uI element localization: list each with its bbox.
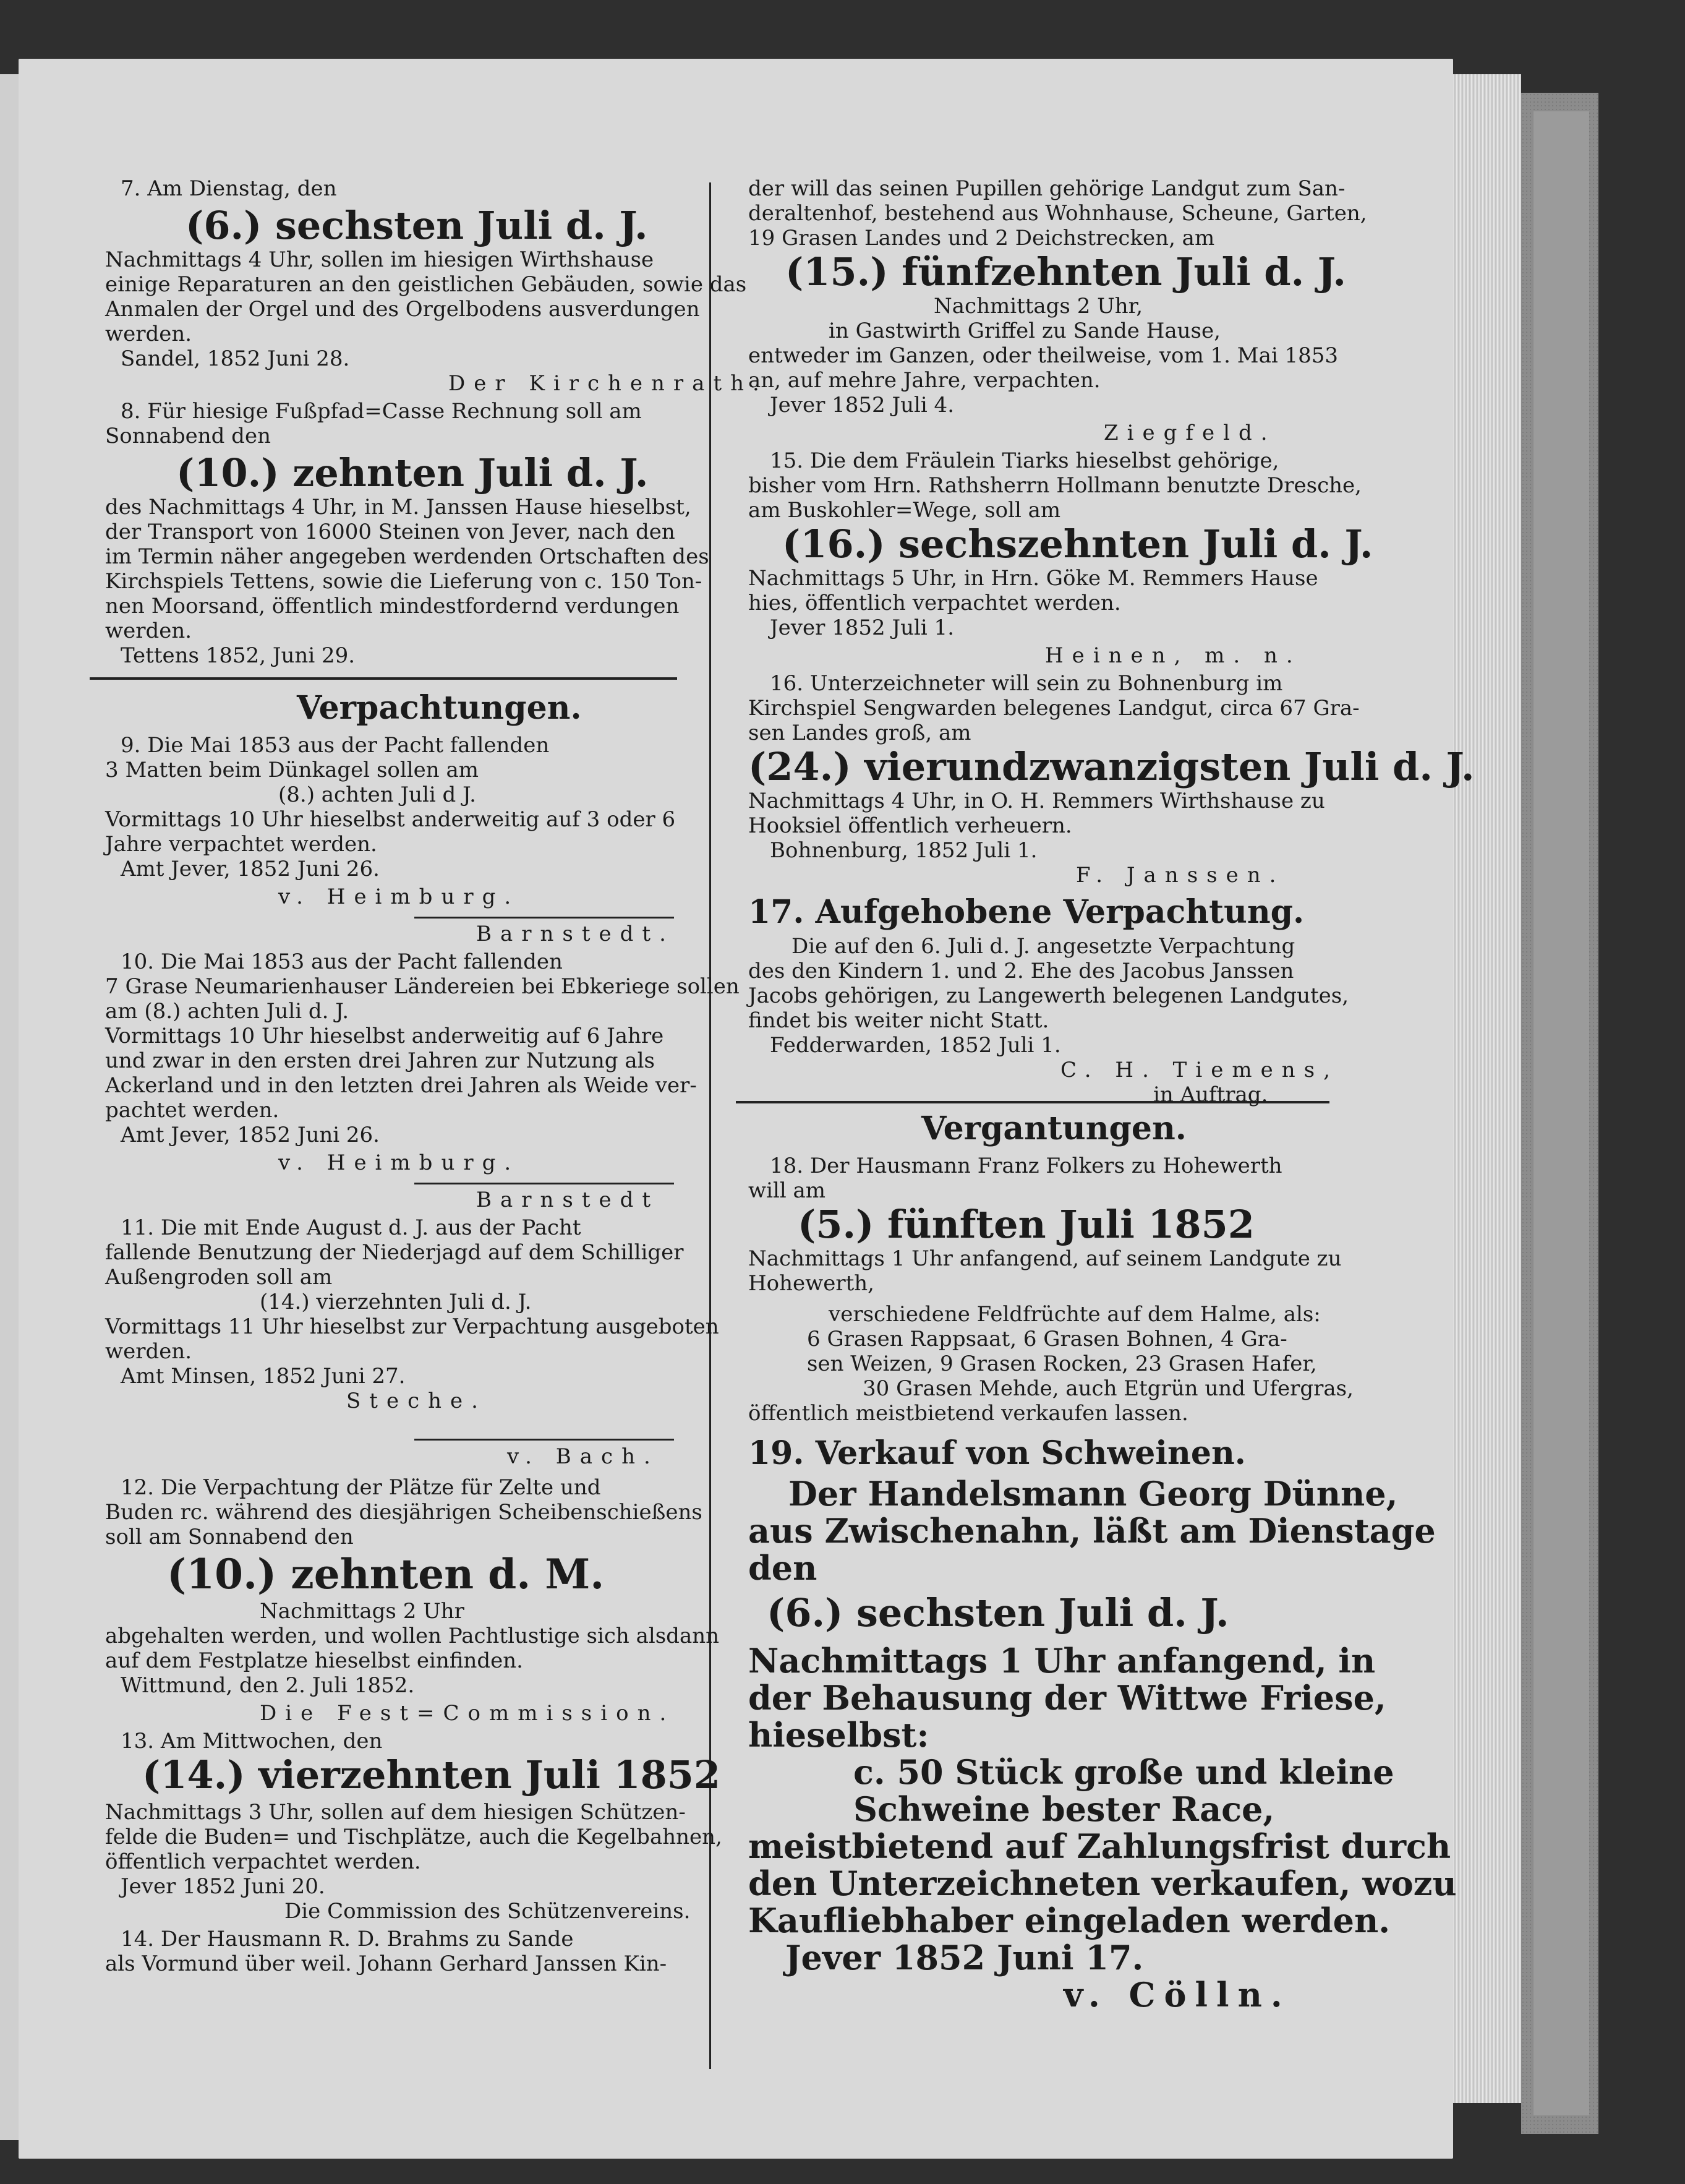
signature: Die Commission des Schützenvereins. xyxy=(284,1899,691,1924)
notice-13-intro: 13. Am Mittwochen, den xyxy=(121,1729,383,1754)
notice-18-intro: 18. Der Hausmann Franz Folkers zu Hohewerth xyxy=(770,1154,1282,1178)
text-line: 7 Grase Neumarienhauser Ländereien bei Ebkeriege sollen xyxy=(105,974,740,999)
text-line: will am xyxy=(748,1178,826,1203)
ad-line: aus Zwischenahn, läßt am Dienstage xyxy=(748,1511,1436,1551)
section-heading-verpachtungen: Verpachtungen. xyxy=(297,689,582,727)
ad-line: c. 50 Stück große und kleine xyxy=(853,1752,1394,1792)
text-line: Hohewerth, xyxy=(748,1271,874,1296)
place-date: Fedderwarden, 1852 Juli 1. xyxy=(770,1033,1061,1058)
ad-line: Kaufliebhaber eingeladen werden. xyxy=(748,1901,1391,1940)
text-line: deraltenhof, bestehend aus Wohnhause, Scheune, Garten, xyxy=(748,201,1367,226)
notice-12-intro: 12. Die Verpachtung der Plätze für Zelte und xyxy=(121,1475,601,1500)
notice-13-date: (14.) vierzehnten Juli 1852 xyxy=(142,1752,721,1797)
notice-14-intro: 14. Der Hausmann R. D. Brahms zu Sande xyxy=(121,1927,574,1951)
text-line: und zwar in den ersten drei Jahren zur Nutzung als xyxy=(105,1048,655,1073)
text-line: soll am Sonnabend den xyxy=(105,1525,354,1549)
text-line: Kirchspiels Tettens, sowie die Lieferung von c. 150 Ton- xyxy=(105,569,702,594)
place-date: Jever 1852 Juli 4. xyxy=(770,393,954,418)
notice-19-heading: 19. Verkauf von Schweinen. xyxy=(748,1434,1246,1472)
signature: Der Kirchenrath. xyxy=(448,371,768,396)
text-line: 3 Matten beim Dünkagel sollen am xyxy=(105,758,479,782)
text-line: Nachmittags 4 Uhr, in O. H. Remmers Wirthshause zu xyxy=(748,789,1325,813)
signature: v. Heimburg. xyxy=(278,1150,520,1175)
signature: Barnstedt xyxy=(476,1188,660,1212)
text-line: Nachmittags 2 Uhr, xyxy=(934,294,1143,319)
section-heading-vergantungen: Vergantungen. xyxy=(921,1110,1187,1147)
place-date: Tettens 1852, Juni 29. xyxy=(121,643,356,668)
text-line: Kirchspiel Sengwarden belegenes Landgut, circa 67 Gra- xyxy=(748,696,1360,721)
text-line: abgehalten werden, und wollen Pachtlustige sich alsdann xyxy=(105,1624,720,1648)
place-date: Jever 1852 Juni 20. xyxy=(121,1874,325,1899)
signature: Steche. xyxy=(346,1389,487,1413)
text-line: Jahre verpachtet werden. xyxy=(105,832,377,857)
place-date: Amt Jever, 1852 Juni 26. xyxy=(121,857,380,881)
text-line: Anmalen der Orgel und des Orgelbodens ausverdungen xyxy=(105,297,700,322)
text-line: Hooksiel öffentlich verheuern. xyxy=(748,813,1072,838)
ad-line: meistbietend auf Zahlungsfrist durch xyxy=(748,1826,1451,1866)
text-line: verschiedene Feldfrüchte auf dem Halme, als: xyxy=(829,1302,1321,1327)
signature: C. H. Tiemens, xyxy=(1060,1058,1339,1082)
notice-11-date: (14.) vierzehnten Juli d. J. xyxy=(260,1290,532,1314)
signature-rule xyxy=(414,1439,674,1441)
text-line: Vormittags 10 Uhr hieselbst anderweitig auf 6 Jahre xyxy=(105,1024,664,1048)
text-line: Nachmittags 4 Uhr, sollen im hiesigen Wirthshause xyxy=(105,247,654,272)
text-line: sen Landes groß, am xyxy=(748,721,971,745)
text-line: Nachmittags 3 Uhr, sollen auf dem hiesigen Schützen- xyxy=(105,1800,686,1825)
text-line: 19 Grasen Landes und 2 Deichstrecken, am xyxy=(748,226,1215,251)
text-line: der Transport von 16000 Steinen von Jever, nach den xyxy=(105,520,675,544)
text-line: öffentlich verpachtet werden. xyxy=(105,1849,421,1874)
text-line: der will das seinen Pupillen gehörige Landgut zum San- xyxy=(748,176,1346,201)
text-line: an, auf mehre Jahre, verpachten. xyxy=(748,368,1101,393)
text-line: Jacobs gehörigen, zu Langewerth belegenen Landgutes, xyxy=(748,983,1349,1008)
place-date: Bohnenburg, 1852 Juli 1. xyxy=(770,838,1038,863)
text-line: am (8.) achten Juli d. J. xyxy=(105,999,349,1024)
text-line: 6 Grasen Rappsaat, 6 Grasen Bohnen, 4 Gra- xyxy=(807,1327,1287,1351)
text-line: werden. xyxy=(105,1339,192,1364)
signature-rule xyxy=(414,1183,674,1184)
text-line: öffentlich meistbietend verkaufen lassen. xyxy=(748,1401,1188,1426)
text-line: im Termin näher angegeben werdenden Ortschaften des xyxy=(105,544,709,569)
text-line: findet bis weiter nicht Statt. xyxy=(748,1008,1049,1033)
text-line: Buden rc. während des diesjährigen Scheibenschießens xyxy=(105,1500,702,1525)
previous-page-edge xyxy=(0,74,20,2140)
notice-15-intro: 15. Die dem Fräulein Tiarks hieselbst gehörige, xyxy=(770,448,1279,473)
text-line: Vormittags 10 Uhr hieselbst anderweitig auf 3 oder 6 xyxy=(105,807,676,832)
notice-15-date: (16.) sechszehnten Juli d. J. xyxy=(782,521,1373,567)
notice-9-intro: 9. Die Mai 1853 aus der Pacht fallenden xyxy=(121,733,550,758)
signature: Ziegfeld. xyxy=(1104,421,1276,445)
signature: v. Heimburg. xyxy=(278,884,520,909)
signature: Die Fest=Commission. xyxy=(260,1701,675,1726)
notice-12-date: (10.) zehnten d. M. xyxy=(167,1550,605,1598)
notice-8-intro: 8. Für hiesige Fußpfad=Casse Rechnung soll am xyxy=(121,399,642,424)
text-line: bisher vom Hrn. Rathsherrn Hollmann benutzte Dresche, xyxy=(748,473,1362,498)
notice-7-date: (6.) sechsten Juli d. J. xyxy=(186,203,648,248)
ad-line: hieselbst: xyxy=(748,1715,929,1755)
ad-line: den xyxy=(748,1548,817,1588)
text-line: des Nachmittags 4 Uhr, in M. Janssen Hause hieselbst, xyxy=(105,495,691,520)
signature: in Auftrag. xyxy=(1153,1082,1268,1107)
place-date: Jever 1852 Juni 17. xyxy=(785,1938,1144,1977)
text-line: Sonnabend den xyxy=(105,424,271,448)
ad-line: der Behausung der Wittwe Friese, xyxy=(748,1678,1386,1718)
notice-16-intro: 16. Unterzeichneter will sein zu Bohnenburg im xyxy=(770,671,1283,696)
signature: v. Bach. xyxy=(507,1444,659,1469)
text-line: fallende Benutzung der Niederjagd auf dem Schilliger xyxy=(105,1240,684,1265)
notice-17-heading: 17. Aufgehobene Verpachtung. xyxy=(748,893,1305,931)
text-line: in Gastwirth Griffel zu Sande Hause, xyxy=(829,319,1221,343)
text-line: werden. xyxy=(105,322,192,346)
place-date: Sandel, 1852 Juni 28. xyxy=(121,346,350,371)
notice-14-date: (15.) fünfzehnten Juli d. J. xyxy=(785,249,1346,294)
section-rule xyxy=(90,677,677,680)
newspaper-page xyxy=(19,59,1475,2159)
notice-11-intro: 11. Die mit Ende August d. J. aus der Pacht xyxy=(121,1215,581,1240)
text-line: hies, öffentlich verpachtet werden. xyxy=(748,591,1121,615)
text-line: felde die Buden= und Tischplätze, auch die Kegelbahnen, xyxy=(105,1825,722,1849)
text-line: Ackerland und in den letzten drei Jahren als Weide ver- xyxy=(105,1073,697,1098)
text-line: nen Moorsand, öffentlich mindestfordernd verdungen xyxy=(105,594,680,619)
signature: v. Cölln. xyxy=(1064,1975,1291,2015)
notice-16-date: (24.) vierundzwanzigsten Juli d. J. xyxy=(748,744,1475,789)
notice-7-intro: 7. Am Dienstag, den xyxy=(121,176,337,201)
text-line: Vormittags 11 Uhr hieselbst zur Verpachtung ausgeboten xyxy=(105,1314,719,1339)
ad-line: Nachmittags 1 Uhr anfangend, in xyxy=(748,1641,1376,1681)
signature: Heinen, m. n. xyxy=(1045,643,1302,668)
place-date: Amt Jever, 1852 Juni 26. xyxy=(121,1123,380,1147)
text-line: Nachmittags 2 Uhr xyxy=(260,1599,464,1624)
ad-line: den Unterzeichneten verkaufen, wozu xyxy=(748,1864,1457,1903)
text-line: am Buskohler=Wege, soll am xyxy=(748,498,1061,523)
notice-8-date: (10.) zehnten Juli d. J. xyxy=(176,450,649,495)
notice-18-date: (5.) fünften Juli 1852 xyxy=(798,1202,1255,1247)
ad-line: Schweine bester Race, xyxy=(853,1789,1275,1829)
place-date: Amt Minsen, 1852 Juni 27. xyxy=(121,1364,406,1389)
text-line: einige Reparaturen an den geistlichen Gebäuden, sowie das xyxy=(105,272,747,297)
book-cover-spine xyxy=(1534,111,1589,2115)
signature-rule xyxy=(414,917,674,919)
text-line: auf dem Festplatze hieselbst einfinden. xyxy=(105,1648,523,1673)
text-line: des den Kindern 1. und 2. Ehe des Jacobus Janssen xyxy=(748,959,1294,983)
text-line: Außengroden soll am xyxy=(105,1265,333,1290)
text-line: Die auf den 6. Juli d. J. angesetzte Verpachtung xyxy=(791,934,1295,959)
text-line: Nachmittags 5 Uhr, in Hrn. Göke M. Remmers Hause xyxy=(748,566,1318,591)
place-date: Jever 1852 Juli 1. xyxy=(770,615,954,640)
notice-9-date: (8.) achten Juli d J. xyxy=(278,782,476,807)
place-date: Wittmund, den 2. Juli 1852. xyxy=(121,1673,415,1698)
text-line: entweder im Ganzen, oder theilweise, vom 1. Mai 1853 xyxy=(748,343,1339,368)
text-line: sen Weizen, 9 Grasen Rocken, 23 Grasen Hafer, xyxy=(807,1351,1317,1376)
text-line: 30 Grasen Mehde, auch Etgrün und Ufergras, xyxy=(863,1376,1354,1401)
signature: F. Janssen. xyxy=(1076,863,1285,888)
text-line: pachtet werden. xyxy=(105,1098,279,1123)
text-line: Nachmittags 1 Uhr anfangend, auf seinem Landgute zu xyxy=(748,1246,1342,1271)
page-stack-edge xyxy=(1453,74,1521,2103)
text-line: werden. xyxy=(105,619,192,643)
signature: Barnstedt. xyxy=(476,922,675,946)
notice-19-date: (6.) sechsten Juli d. J. xyxy=(767,1590,1229,1635)
notice-10-intro: 10. Die Mai 1853 aus der Pacht fallenden xyxy=(121,949,563,974)
ad-line: Der Handelsmann Georg Dünne, xyxy=(788,1474,1398,1514)
text-line: als Vormund über weil. Johann Gerhard Janssen Kin- xyxy=(105,1951,667,1976)
